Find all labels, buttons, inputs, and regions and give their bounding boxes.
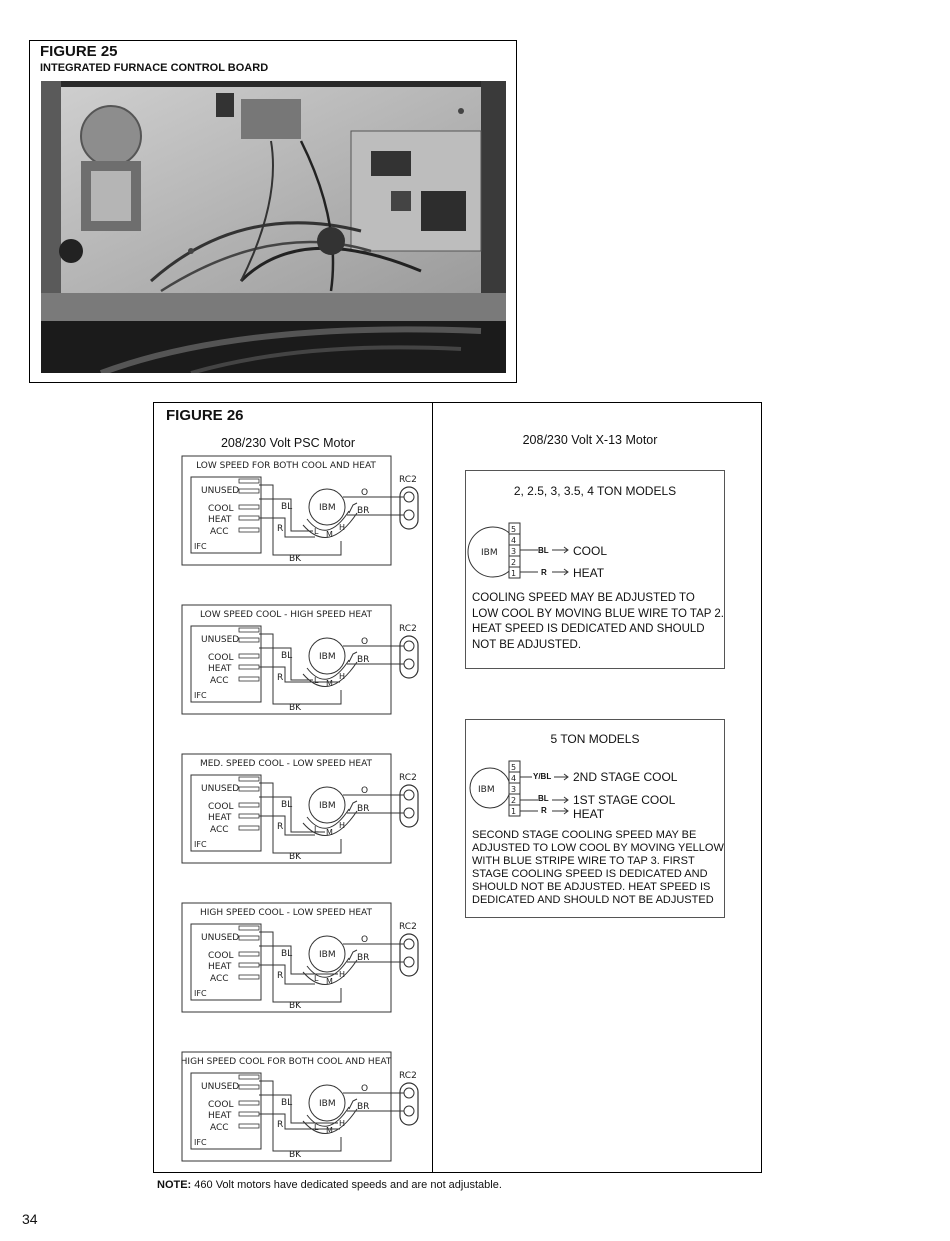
x13-5ton-2nd-stage-label: 2ND STAGE COOL: [573, 770, 678, 784]
psc-diagram: [181, 753, 421, 870]
rc2-terminal-o: [404, 790, 414, 800]
psc-diagram: [181, 1051, 421, 1168]
tap-h: H: [339, 672, 346, 681]
heat-label: HEAT: [208, 515, 232, 525]
cool-label: COOL: [208, 1100, 234, 1110]
r-wire-label: R: [277, 971, 284, 981]
x13-5ton-tap-1: 1: [511, 807, 517, 816]
tap-h: H: [339, 970, 346, 979]
terminal: [239, 677, 259, 681]
unused-tap: [349, 1099, 357, 1109]
tap-m: M: [326, 530, 333, 539]
rc2-terminal-br: [404, 510, 414, 520]
unused-label: UNUSED: [201, 1082, 240, 1092]
tap-l: L: [314, 676, 319, 685]
o-label: O: [361, 488, 369, 498]
cool-label: COOL: [208, 653, 234, 663]
ifc-label: IFC: [194, 1138, 207, 1147]
x13-4ton-wire-r: R: [541, 568, 547, 577]
psc-schematic: [181, 753, 421, 865]
terminal: [239, 936, 259, 940]
psc-schematic: [181, 902, 421, 1014]
br-label: BR: [357, 953, 370, 963]
figure-25-title: FIGURE 25: [40, 43, 118, 60]
x13-4ton-cool-label: COOL: [573, 544, 608, 558]
psc-diagram-title: LOW SPEED FOR BOTH COOL AND HEAT: [196, 461, 376, 471]
terminal: [239, 777, 259, 781]
psc-diagram-title: HIGH SPEED COOL - LOW SPEED HEAT: [199, 908, 373, 918]
o-label: O: [361, 786, 369, 796]
ifc-label: IFC: [194, 840, 207, 849]
r-wire: [259, 518, 315, 537]
ibm-label: IBM: [319, 1099, 336, 1109]
rc2-terminal-o: [404, 939, 414, 949]
heat-label: HEAT: [208, 813, 232, 823]
tap-l: L: [314, 1123, 319, 1132]
column-divider: [432, 403, 433, 1172]
acc-label: ACC: [210, 527, 229, 537]
tap-h: H: [339, 821, 346, 830]
x13-5ton-tap-2: 2: [511, 796, 517, 805]
bl-wire-label: BL: [281, 651, 293, 661]
x13-4ton-tap-3: 3: [511, 547, 517, 556]
ifc-label: IFC: [194, 989, 207, 998]
psc-diagram-title: HIGH SPEED COOL FOR BOTH COOL AND HEAT: [181, 1057, 392, 1067]
heat-label: HEAT: [208, 1111, 232, 1121]
x13-4ton-tap-4: 4: [511, 536, 517, 545]
unused-tap: [349, 801, 357, 811]
x13-motor-header: 208/230 Volt X-13 Motor: [522, 433, 658, 447]
bl-wire-label: BL: [281, 502, 293, 512]
figure-25: [29, 40, 517, 383]
x13-5ton-note: SECOND STAGE COOLING SPEED MAY BE ADJUSTED TO LOW COOL BY MOVING YELLOW WITH BLUE STRIPE WIRE TO TAP 3. FIRST STAGE COOLING SPEED IS DEDICATED AND SHOULD NOT BE ADJUSTED. HEAT SPEED IS DEDICATED AND SHOULD NOT BE ADJUSTED: [472, 829, 724, 906]
bk-wire-label: BK: [289, 1001, 302, 1011]
psc-diagram-title: MED. SPEED COOL - LOW SPEED HEAT: [199, 759, 373, 769]
x13-5ton-heat-label: HEAT: [573, 807, 605, 821]
acc-label: ACC: [210, 1123, 229, 1133]
rc2-terminal-o: [404, 492, 414, 502]
rc2-terminal-o: [404, 1088, 414, 1098]
x13-4ton-title: 2, 2.5, 3, 3.5, 4 TON MODELS: [513, 484, 677, 498]
acc-label: ACC: [210, 974, 229, 984]
psc-diagram: [181, 902, 421, 1019]
x13-4ton-tap-1: 1: [511, 569, 517, 578]
psc-schematic: [181, 455, 421, 567]
x13-5ton-title: 5 TON MODELS: [550, 732, 640, 746]
x13-5ton-wire-ybl: Y/BL: [533, 772, 552, 781]
ibm-label: IBM: [319, 950, 336, 960]
rc2-terminal-br: [404, 1106, 414, 1116]
terminal: [239, 1085, 259, 1089]
terminal: [239, 528, 259, 532]
x13-4ton-wire-bl: BL: [538, 546, 549, 555]
terminal: [239, 787, 259, 791]
psc-schematic: [181, 1051, 421, 1163]
heat-label: HEAT: [208, 962, 232, 972]
terminal: [239, 665, 259, 669]
x13-5ton-tap-4: 4: [511, 774, 517, 783]
rc2-label: RC2: [399, 773, 417, 783]
ibm-label: IBM: [319, 652, 336, 662]
bk-wire-label: BK: [289, 554, 302, 564]
unused-tap: [349, 950, 357, 960]
bl-wire-label: BL: [281, 949, 293, 959]
unused-tap: [349, 652, 357, 662]
acc-label: ACC: [210, 825, 229, 835]
x13-4ton-ibm-label: IBM: [481, 548, 498, 558]
terminal: [239, 516, 259, 520]
bk-wire-label: BK: [289, 1150, 302, 1160]
rc2-label: RC2: [399, 475, 417, 485]
psc-diagram: [181, 455, 421, 572]
tap-h: H: [339, 1119, 346, 1128]
r-wire-label: R: [277, 524, 284, 534]
rc2-terminal-o: [404, 641, 414, 651]
x13-5ton-tap-5: 5: [511, 763, 517, 772]
tap-m: M: [326, 1126, 333, 1135]
o-label: O: [361, 935, 369, 945]
o-label: O: [361, 1084, 369, 1094]
br-label: BR: [357, 804, 370, 814]
rc2-terminal-br: [404, 808, 414, 818]
terminal: [239, 803, 259, 807]
x13-5ton-1st-stage-label: 1ST STAGE COOL: [573, 793, 676, 807]
br-label: BR: [357, 1102, 370, 1112]
ifc-label: IFC: [194, 691, 207, 700]
heat-label: HEAT: [208, 664, 232, 674]
psc-diagram-title: LOW SPEED COOL - HIGH SPEED HEAT: [199, 610, 373, 620]
terminal: [239, 1075, 259, 1079]
figure-25-subtitle: INTEGRATED FURNACE CONTROL BOARD: [40, 62, 269, 74]
bk-wire-label: BK: [289, 852, 302, 862]
tap-l: L: [314, 527, 319, 536]
rc2-label: RC2: [399, 922, 417, 932]
terminal: [239, 975, 259, 979]
x13-4ton-heat-label: HEAT: [573, 566, 605, 580]
ibm-label: IBM: [319, 801, 336, 811]
x13-5ton-tap-3: 3: [511, 785, 517, 794]
terminal: [239, 814, 259, 818]
x13-4ton-tap-2: 2: [511, 558, 517, 567]
terminal: [239, 826, 259, 830]
footnote: [157, 1179, 502, 1191]
br-label: BR: [357, 655, 370, 665]
rc2-label: RC2: [399, 1071, 417, 1081]
terminal: [239, 1101, 259, 1105]
x13-4ton-tap-5: 5: [511, 525, 517, 534]
cool-label: COOL: [208, 951, 234, 961]
psc-motor-header: 208/230 Volt PSC Motor: [220, 436, 356, 450]
tap-m: M: [326, 679, 333, 688]
x13-4ton-diagram: [465, 470, 725, 669]
unused-label: UNUSED: [201, 635, 240, 645]
x13-4ton-note: COOLING SPEED MAY BE ADJUSTED TO LOW COOL BY MOVING BLUE WIRE TO TAP 2. HEAT SPEED IS DEDICATED AND SHOULD NOT BE ADJUSTED.: [472, 592, 725, 651]
x13-5ton-diagram: [465, 719, 725, 918]
rc2-terminal-br: [404, 957, 414, 967]
terminal: [239, 1112, 259, 1116]
tap-l: L: [314, 974, 319, 983]
x13-5ton-ibm-label: IBM: [478, 785, 495, 795]
r-wire-label: R: [277, 673, 284, 683]
figure-26-title: FIGURE 26: [166, 407, 244, 424]
terminal: [239, 654, 259, 658]
tap-m: M: [326, 828, 333, 837]
footnote-text: 460 Volt motors have dedicated speeds and are not adjustable.: [191, 1179, 502, 1191]
terminal: [239, 963, 259, 967]
unused-label: UNUSED: [201, 784, 240, 794]
ifc-label: IFC: [194, 542, 207, 551]
o-label: O: [361, 637, 369, 647]
rc2-terminal-br: [404, 659, 414, 669]
unused-tap: [349, 503, 357, 513]
cool-label: COOL: [208, 802, 234, 812]
unused-label: UNUSED: [201, 933, 240, 943]
bk-wire-label: BK: [289, 703, 302, 713]
ibm-label: IBM: [319, 503, 336, 513]
rc2-label: RC2: [399, 624, 417, 634]
acc-label: ACC: [210, 676, 229, 686]
terminal: [239, 952, 259, 956]
br-label: BR: [357, 506, 370, 516]
r-wire-label: R: [277, 1120, 284, 1130]
terminal: [239, 505, 259, 509]
x13-5ton-wire-bl: BL: [538, 794, 549, 803]
furnace-control-board-photo: [41, 81, 506, 373]
terminal: [239, 489, 259, 493]
terminal: [239, 479, 259, 483]
x13-5ton-wire-r: R: [541, 806, 547, 815]
psc-schematic: [181, 604, 421, 716]
terminal: [239, 1124, 259, 1128]
bl-wire-label: BL: [281, 1098, 293, 1108]
figure-26: [153, 402, 762, 1173]
tap-l: L: [314, 825, 319, 834]
r-wire-label: R: [277, 822, 284, 832]
tap-h: H: [339, 523, 346, 532]
psc-diagram: [181, 604, 421, 721]
unused-label: UNUSED: [201, 486, 240, 496]
terminal: [239, 628, 259, 632]
terminal: [239, 638, 259, 642]
footnote-label: NOTE:: [157, 1179, 192, 1191]
cool-label: COOL: [208, 504, 234, 514]
tap-m: M: [326, 977, 333, 986]
page-number: 34: [22, 1211, 38, 1227]
terminal: [239, 926, 259, 930]
bl-wire-label: BL: [281, 800, 293, 810]
